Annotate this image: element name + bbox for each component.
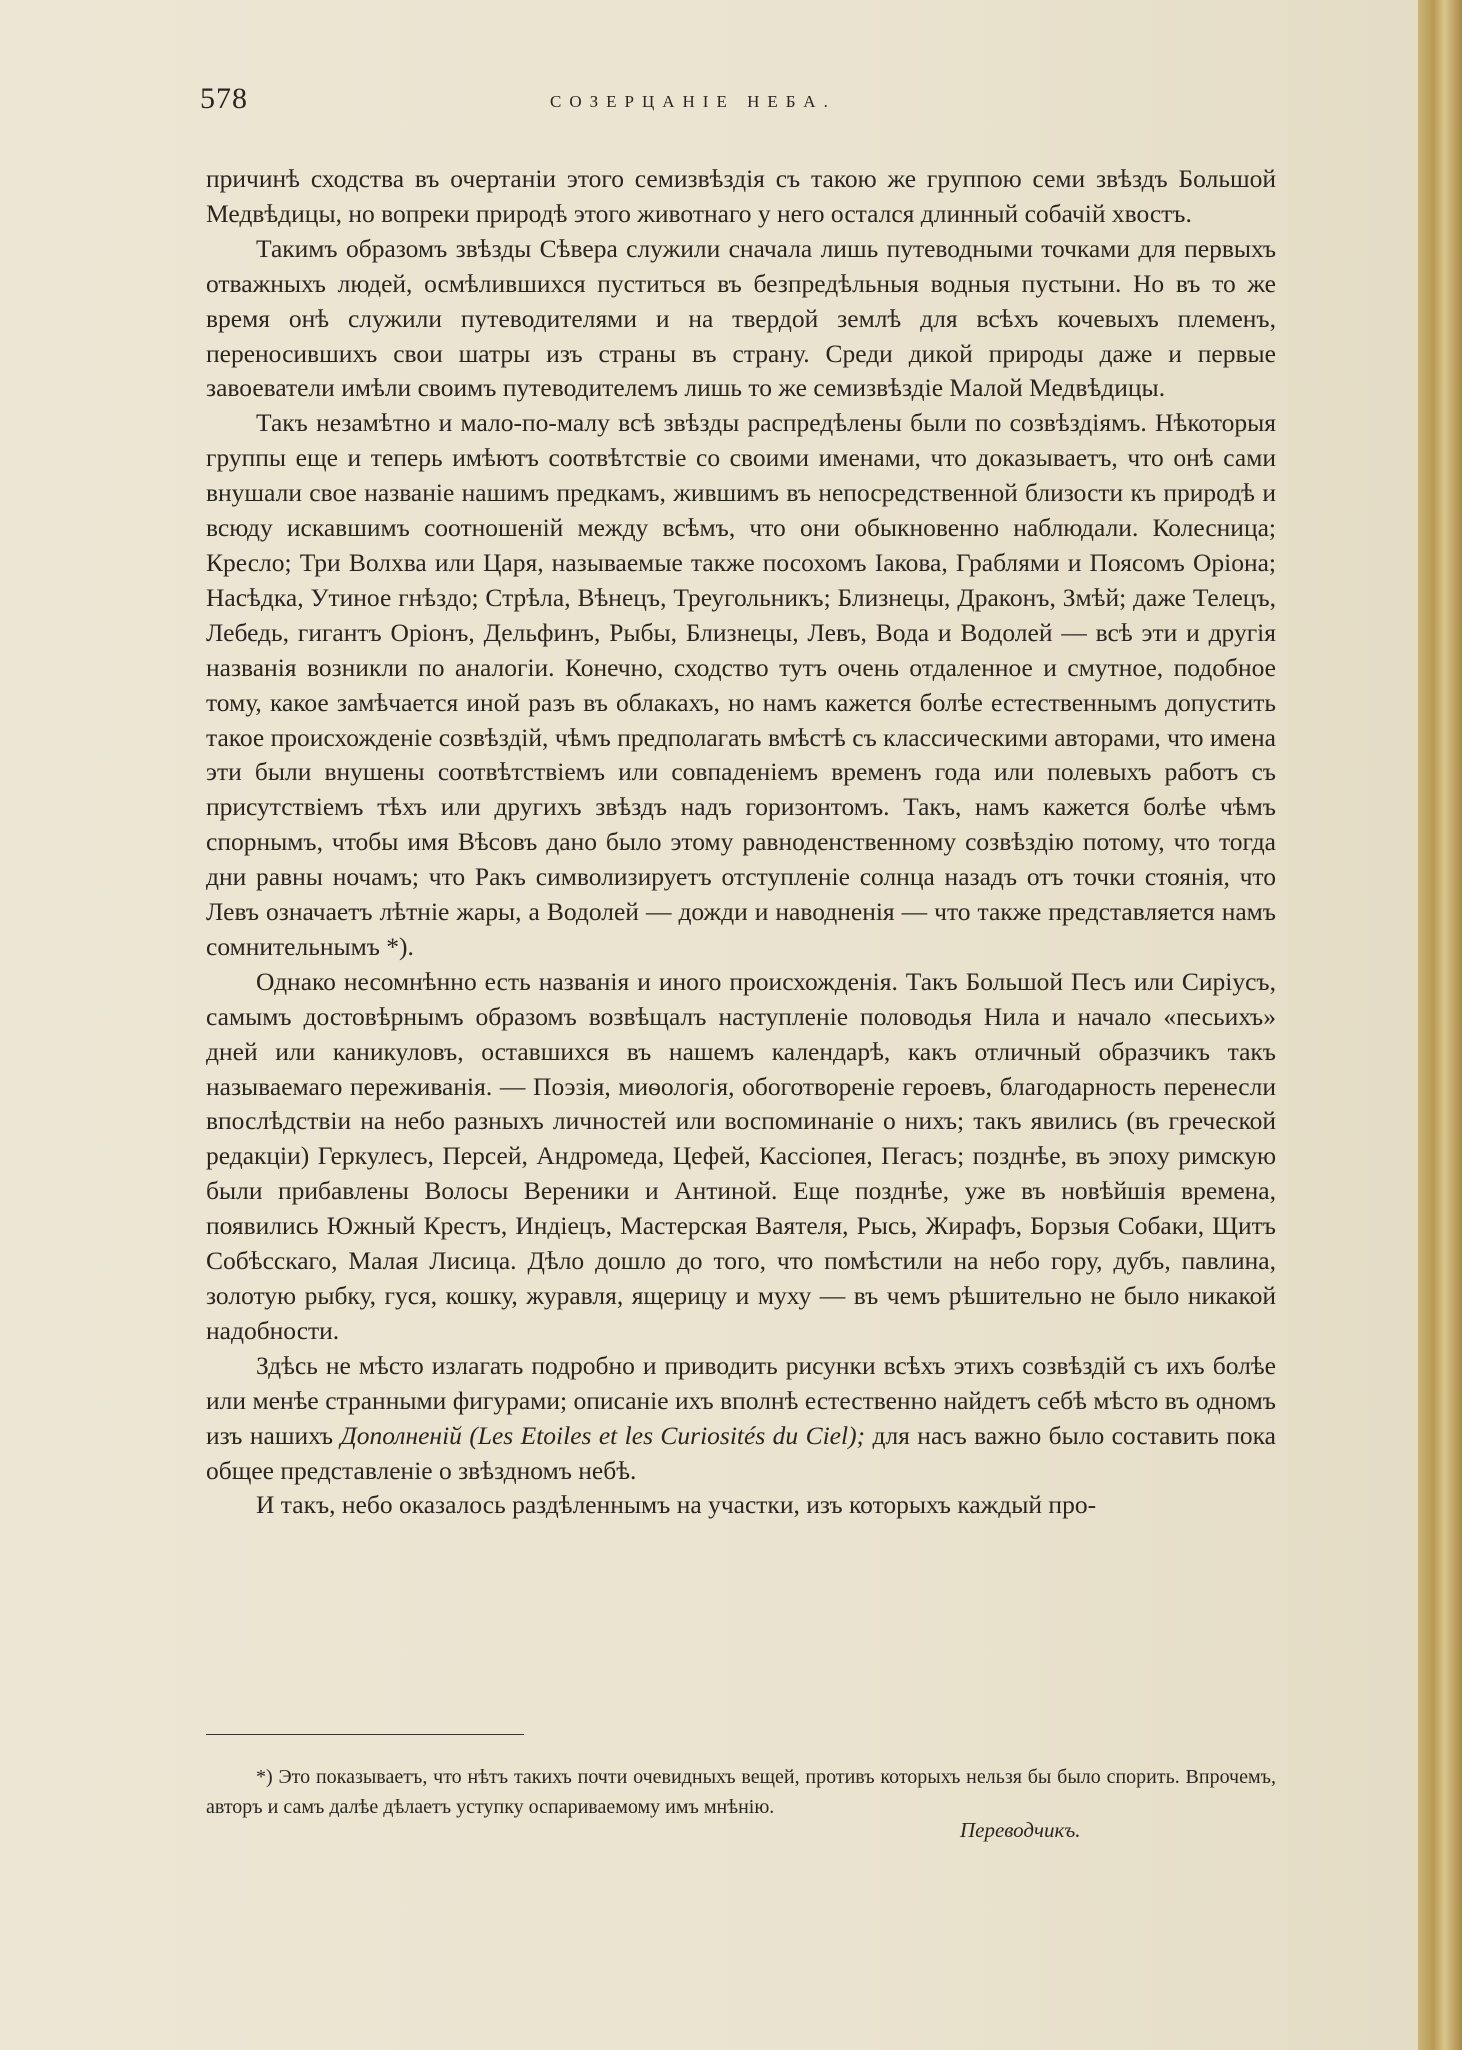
paragraph-5-italic-title: Дополненій (Les Etoiles et les Curiosités du Ciel); xyxy=(340,1420,866,1450)
footnote-signature: Переводчикъ. xyxy=(960,1818,1081,1842)
page-header xyxy=(200,82,1280,122)
footnote-divider xyxy=(206,1734,524,1735)
footnote-text: *) Это показываетъ, что нѣтъ такихъ почти очевидныхъ вещей, противъ которыхъ нельзя бы было спорить. Впрочемъ, авторъ и самъ далѣе дѣлаетъ уступку оспариваемому имъ мнѣнію. xyxy=(206,1766,1276,1818)
paragraph-6: И такъ, небо оказалось раздѣленнымъ на участки, изъ которыхъ каждый про- xyxy=(256,1490,1097,1520)
running-title: СОЗЕРЦАНІЕ НЕБА. xyxy=(550,92,836,111)
paragraph-1: причинѣ сходства въ очертаніи этого семизвѣздія съ такою же группою семи звѣздъ Большой Медвѣдицы, но вопреки природѣ этого животнаго у него остался длинный собачій хвостъ. xyxy=(206,164,1276,228)
book-spine-edge xyxy=(1418,0,1462,2050)
paragraph-5-start: Здѣсь не мѣсто излагать подробно и приводить рисунки всѣхъ этихъ созвѣздій съ ихъ болѣе или менѣе странными фигурами; описаніе ихъ вполнѣ естественно найдетъ себѣ мѣсто въ одномъ изъ нашихъ xyxy=(206,1350,1276,1450)
main-text xyxy=(206,162,1276,1523)
page-number: 578 xyxy=(200,82,248,115)
paragraph-3: Такъ незамѣтно и мало-по-малу всѣ звѣзды распредѣлены были по созвѣздіямъ. Нѣкоторыя группы еще и теперь имѣютъ соотвѣтствіе со своими именами, что доказываетъ, что онѣ сами внушали свое названіе нашимъ предкамъ, жившимъ въ непосредственной близости къ природѣ и всюду искавшимъ соотношеній между всѣмъ, что они обыкновенно наблюдали. Колесница; Кресло; Три Волхва или Царя, называемые также посохомъ Іакова, Граблями и Поясомъ Оріона; Насѣдка, Утиное гнѣздо; Стрѣла, Вѣнецъ, Треугольникъ; Близнецы, Драконъ, Змѣй; даже Телецъ, Лебедь, гигантъ Оріонъ, Дельфинъ, Рыбы, Близнецы, Левъ, Вода и Водолей — всѣ эти и другія названія возникли по аналогіи. Конечно, сходство тутъ очень отдаленное и смутное, подобное тому, какое замѣчается иной разъ въ облакахъ, но намъ кажется болѣе естественнымъ допустить такое происхожденіе созвѣздій, чѣмъ предполагать вмѣстѣ съ классическими авторами, что имена эти были внушены соотвѣтствіемъ или совпаденіемъ временъ года или полевыхъ работъ съ присутствіемъ тѣхъ или другихъ звѣздъ надъ горизонтомъ. Такъ, намъ кажется болѣе чѣмъ спорнымъ, чтобы имя Вѣсовъ дано было этому равноденственному созвѣздію потому, что тогда дни равны ночамъ; что Ракъ символизируетъ отступленіе солнца назадъ отъ точки стоянія, что Левъ означаетъ лѣтніе жары, а Водолей — дожди и наводненія — что также представляется намъ сомнительнымъ *). xyxy=(206,408,1276,961)
paragraph-2: Такимъ образомъ звѣзды Сѣвера служили сначала лишь путеводными точками для первыхъ отважныхъ людей, осмѣлившихся пуститься въ безпредѣльныя водныя пустыни. Но въ то же время онѣ служили путеводителями и на твердой землѣ для всѣхъ кочевыхъ племенъ, переносившихъ свои шатры изъ страны въ страну. Среди дикой природы даже и первые завоеватели имѣли своимъ путеводителемъ лишь то же семизвѣздіе Малой Медвѣдицы. xyxy=(206,233,1276,403)
paragraph-4: Однако несомнѣнно есть названія и иного происхожденія. Такъ Большой Песъ или Сиріусъ, самымъ достовѣрнымъ образомъ возвѣщалъ наступленіе половодья Нила и начало «песьихъ» дней или каникуловъ, оставшихся въ нашемъ календарѣ, какъ отличный образчикъ такъ называемаго переживанія. — Поэзія, миѳологія, обоготвореніе героевъ, благодарность перенесли впослѣдствіи на небо разныхъ личностей или воспоминаніе о нихъ; такъ явились (въ греческой редакціи) Геркулесъ, Персей, Андромеда, Цефей, Кассіопея, Пегасъ; позднѣе, въ эпоху римскую были прибавлены Волосы Вереники и Антиной. Еще позднѣе, уже въ новѣйшія времена, появились Южный Крестъ, Индіецъ, Мастерская Ваятеля, Рысь, Жирафъ, Борзыя Собаки, Щитъ Собѣсскаго, Малая Лисица. Дѣло дошло до того, что помѣстили на небо гору, дубъ, павлина, золотую рыбку, гуся, кошку, журавля, ящерицу и муху — въ чемъ рѣшительно не было никакой надобности. xyxy=(206,966,1276,1345)
footnote xyxy=(206,1762,1276,1822)
paragraph-5 xyxy=(206,1349,1276,1489)
paragraph-5-end: для насъ важно было составить пока общее представленіе о звѣздномъ небѣ. xyxy=(206,1420,1276,1485)
